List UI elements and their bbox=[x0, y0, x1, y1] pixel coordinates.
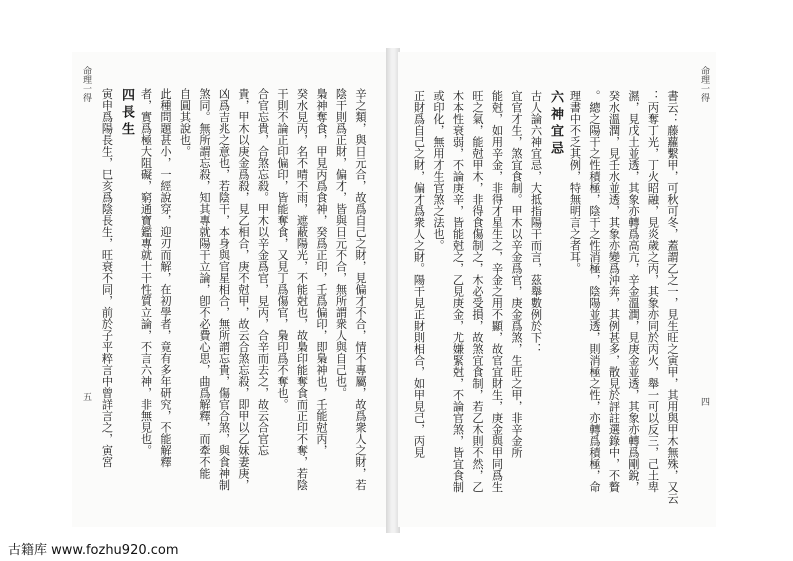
left-page-text-column: 煞同。無所謂忘殺，知其專就陽干立論，卽不必費心思，曲爲解釋，而牽不能 bbox=[198, 88, 211, 479]
right-page-text-column: 書云：藤蘿繫甲，可秋可冬，蓋謂乙之一，見生旺之寅甲，其用與甲木無殊，又云 bbox=[666, 90, 679, 504]
footer-bar bbox=[0, 533, 793, 561]
left-page bbox=[72, 52, 390, 527]
left-page-text-column: 四長生 bbox=[119, 88, 134, 139]
left-page-number: 五 bbox=[81, 392, 91, 401]
right-page-text-column: 癸水溫潤，見壬水並透，其象亦變爲沖奔，其例甚多，散見於評註選錄中，不贅 bbox=[607, 90, 621, 493]
left-page-text-column: 者，實爲極大阻礙，窮通寶鑑專就十干性質立論，不言六神，非無見也。 bbox=[139, 88, 153, 456]
right-page-text-column: 旺之氣，能尅甲木，非得食傷制之，木必受損，故煞宜食制，若乙木則不然，乙 bbox=[471, 90, 484, 493]
left-page-text-column: 此種問題甚小，一經說穿，迎刃而解，在初學者，竟有多年研究，不能解釋 bbox=[159, 88, 172, 468]
left-page-header-title: 命理一得 bbox=[81, 66, 91, 102]
right-page-text-column: 宜官才生，煞宜食制。甲木以辛金爲官，庚金爲煞，生旺之甲，非辛金所 bbox=[510, 90, 523, 458]
right-page-text-column: ：丙奪丁光，丁火昭融，見炎歲之丙，其象亦同於丙火，舉一可以反三，己土卑 bbox=[646, 90, 660, 493]
right-page-text-column: 。總之陽干之性積極，陰干之性消極，陰陽並透，則消極之性，亦轉爲積極，命 bbox=[588, 90, 601, 493]
right-page-text-column: 木本性衰弱，不論庚辛，皆能尅之，乙見庚金，尤嫌緊尅，不論官煞，皆宜食制 bbox=[451, 90, 465, 493]
left-page-text-column: 癸水見丙，名不晴不雨，遮蔽陽光，不能尅也，故梟印能奪食而正印不奪，若陰 bbox=[295, 88, 309, 491]
right-page-text-column: 古人論六神宜忌，大抵指陽干而言，茲舉數例於下： bbox=[529, 90, 543, 355]
left-page-text-column: 貴，甲木以庚金爲殺，見乙相合，庚不尅甲，故云合煞忘殺，即甲以乙妹妻庚， bbox=[237, 88, 250, 491]
right-page bbox=[398, 52, 716, 527]
right-page-text-column: 正財爲自己之財，偏才爲衆人之財。陽干見正財則相合，如甲見己，丙見 bbox=[412, 90, 426, 458]
right-page-text-column: 六神宜忌 bbox=[548, 90, 563, 158]
right-page-text-column: 能尅，如用辛金，非得才星生之，辛金之用不顯，故官宜財生，庚金與甲同爲生 bbox=[490, 90, 504, 493]
right-page-header-title: 命理一得 bbox=[699, 66, 709, 102]
left-page-text-column: 陰干則爲正財，偏才，皆與日元不合，無所謂衆人與自己也。 bbox=[334, 88, 348, 399]
right-page-number: 四 bbox=[699, 397, 709, 406]
site-watermark-text: 古籍库 www.fozhu920.com bbox=[8, 543, 179, 558]
left-page-text-column: 干則不論正印偏印，皆能奪食，又見丁爲傷官，梟印爲不奪也。 bbox=[276, 88, 289, 410]
left-page-text-column: 凶爲吉兆之意也，若陰干，本身與官星相合，無所謂忘貴，傷官合煞，與食神制 bbox=[217, 88, 231, 491]
left-page-text-column: 梟神奪食，甲見丙爲食神，癸爲正印，壬爲偏印，即梟神也，壬能尅丙， bbox=[315, 88, 328, 456]
right-page-text-column: 濕，見戊土並透，其象亦轉爲高亢，辛金溫潤，見庚金並透，其象亦轉爲剛銳， bbox=[627, 90, 640, 493]
left-page-text-column: 合官忘貴，合煞忘殺。甲木以辛金爲官，見丙，合辛而去之，故云合官忘 bbox=[256, 88, 270, 456]
left-page-text-column: 辛之類，與日元合，故爲自己之財，見偏才不合，情不專屬，故爲衆人之財，若 bbox=[354, 88, 367, 491]
right-page-text-column: 理書中不乏其例，特無明言之者耳。 bbox=[568, 90, 582, 274]
left-page-text-column: 寅申爲陽長生，巳亥爲陰長生，旺衰不同，前於子平粹言中曾詳言之，寅宮 bbox=[100, 88, 114, 468]
left-page-text-column: 自圓其說也。 bbox=[178, 88, 192, 157]
right-page-text-column: 或印化，無用才生官煞之法也。 bbox=[432, 90, 445, 251]
